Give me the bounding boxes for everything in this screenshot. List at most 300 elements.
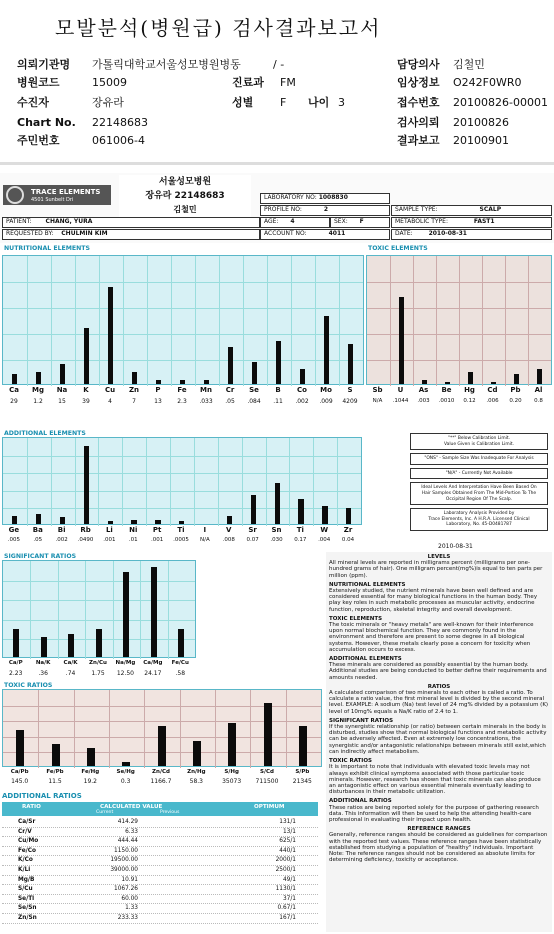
ratio-current: 1.33 xyxy=(125,905,138,912)
ratio-name: Ca/Sr xyxy=(18,819,36,825)
col-optimum: OPTIMUM xyxy=(254,804,285,810)
stamp-doctor: 김철민 xyxy=(173,205,197,214)
value-label: .05 xyxy=(33,537,43,543)
category-label: Fe xyxy=(177,386,187,394)
col-divider xyxy=(171,256,172,386)
table-row xyxy=(2,847,318,857)
ratios-header xyxy=(2,802,318,816)
bar-se-hg xyxy=(122,762,130,766)
ratio-name: Se/Tl xyxy=(18,895,35,902)
category-label: Cr xyxy=(225,386,235,394)
category-label: Ti xyxy=(296,526,304,534)
grid-line xyxy=(3,456,361,457)
category-label: Ca/K xyxy=(63,660,78,666)
bar-s-cd xyxy=(264,703,272,766)
col-ratio: RATIO xyxy=(22,804,41,810)
table-row xyxy=(2,904,318,914)
value-label: 1.75 xyxy=(91,670,105,677)
bar-na xyxy=(60,364,65,384)
category-label: U xyxy=(397,386,404,394)
category-label: Sr xyxy=(248,526,257,534)
requested-label: REQUESTED BY: xyxy=(6,230,54,237)
bar-u xyxy=(399,297,404,384)
category-label: Fe/Cu xyxy=(171,660,189,666)
col-divider xyxy=(98,438,99,526)
ratio-optimum: 2000/1 xyxy=(275,857,296,864)
request-value: 20100826 xyxy=(453,115,509,129)
legend-ideal xyxy=(410,482,548,505)
col-divider xyxy=(266,438,267,526)
category-label: Zn/Cu xyxy=(89,660,107,666)
category-label: Fe/Hg xyxy=(81,769,100,775)
legend-date: 2010-08-31 xyxy=(438,543,473,550)
ratio-optimum: 625/1 xyxy=(279,838,296,845)
legend-line-6: Hair Samples Obtained From The Mid-Portion To The xyxy=(421,490,537,496)
col-divider xyxy=(146,438,147,526)
chart-title: ADDITIONAL ELEMENTS xyxy=(4,430,86,437)
category-label: Ca/Pb xyxy=(10,769,29,775)
col-divider xyxy=(140,561,141,659)
explanation-column xyxy=(326,552,552,932)
value-label: .001 xyxy=(150,537,164,543)
col-divider xyxy=(215,690,216,768)
age-en-label: AGE: xyxy=(264,218,279,225)
section-body: The toxic minerals or "heavy metals" are well-known for their interference upon normal biochemical function. They are commonly found in the environment and therefore are present to some degree in all biological systems. However, these metals clearly pose a concern for toxicity when accumulation occurs to excess. xyxy=(329,622,534,653)
bar-mg xyxy=(36,372,41,384)
col-current: Current xyxy=(96,810,114,815)
section-heading: TOXIC ELEMENTS xyxy=(329,615,383,622)
category-label: Cd xyxy=(487,386,498,394)
bar-ca xyxy=(12,374,17,384)
value-label: .033 xyxy=(199,398,213,405)
report-label: 결과보고 xyxy=(397,134,440,147)
value-label: .1044 xyxy=(392,398,409,404)
doctor-label: 담당의사 xyxy=(397,58,440,71)
grid-line xyxy=(3,334,363,335)
col-divider xyxy=(170,438,171,526)
col-divider xyxy=(250,690,251,768)
nutritional-elements-chart xyxy=(2,245,364,410)
col-divider xyxy=(436,256,437,386)
bar-ge xyxy=(12,516,17,524)
col-calc: CALCULATED VALUE xyxy=(100,804,163,810)
bar-co xyxy=(300,369,305,384)
ratio-name: S/Cu xyxy=(18,886,33,893)
section-heading: ADDITIONAL RATIOS xyxy=(329,798,392,805)
category-label: Ca xyxy=(9,386,19,394)
value-label: 7 xyxy=(132,398,136,405)
col-divider xyxy=(85,561,86,659)
info-row-patient xyxy=(17,94,548,110)
value-label: .0010 xyxy=(438,398,455,404)
plot-area xyxy=(2,255,364,385)
category-label: Co xyxy=(297,386,307,394)
bar-ba xyxy=(36,514,41,524)
value-label: 2.23 xyxy=(9,670,23,677)
table-row xyxy=(2,818,318,828)
metabolic-value: FAST1 xyxy=(473,218,495,225)
col-divider xyxy=(51,256,52,386)
category-label: Zr xyxy=(343,526,353,534)
bar-k xyxy=(84,328,89,384)
value-label: .084 xyxy=(247,398,261,405)
value-label: 2.3 xyxy=(177,398,187,405)
col-divider xyxy=(27,256,28,386)
clinical-label: 임상정보 xyxy=(397,76,440,89)
value-label: 19.2 xyxy=(83,778,97,785)
legend-line-10: Laboratory, No. 45-D0481787 xyxy=(446,522,512,528)
category-label: Pt xyxy=(152,526,162,534)
value-label: .58 xyxy=(175,670,186,677)
category-label: K xyxy=(83,386,89,394)
value-label: 0.8 xyxy=(534,398,543,404)
category-label: Cu xyxy=(104,386,116,394)
value-label: .0490 xyxy=(77,537,94,543)
sex-en-value: F xyxy=(359,218,364,225)
ratio-name: Zn/Sn xyxy=(18,914,37,921)
value-label: 35073 xyxy=(222,778,242,785)
info-row-hospital xyxy=(17,56,485,72)
bar-bi xyxy=(60,517,65,524)
section-body: A calculated comparison of two minerals to each other is called a ratio. To calculate a ratio value, the first mineral level is divided by the second mineral level. EXAMPLE: A sodium (Na) test level of 24 mg% divided by a potassium (K) level of 10mg% equals a Na/K ratio of 2.4 to 1. xyxy=(329,690,549,715)
value-label: 21345 xyxy=(292,778,312,785)
field-patient xyxy=(2,217,260,228)
bar-na-mg xyxy=(123,572,129,657)
category-label: Ca/P xyxy=(8,660,23,666)
section-heading: NUTRITIONAL ELEMENTS xyxy=(329,581,406,588)
col-divider xyxy=(219,256,220,386)
col-divider xyxy=(313,438,314,526)
bar-fe-cu xyxy=(178,629,184,657)
bar-zn-cu xyxy=(96,629,102,657)
field-profile xyxy=(260,205,390,216)
value-label: 29 xyxy=(10,398,18,405)
section-body: Generally, reference ranges should be considered as guidelines for comparison with the reported test values. These reference ranges have been statistically established from studying a population of "healthy" individuals. Important Note: The reference ranges should not be considered as absolute limits for determining deficiency, toxicity or acceptance. xyxy=(329,832,548,864)
ratio-current: 10.91 xyxy=(121,876,138,883)
bar-zn xyxy=(132,372,137,384)
category-label: P xyxy=(155,386,161,394)
chart-title: TOXIC ELEMENTS xyxy=(368,245,428,252)
col-divider xyxy=(144,690,145,768)
patient-en-label: PATIENT: xyxy=(6,218,32,225)
ratio-name: K/Co xyxy=(18,857,33,864)
ratio-name: Fe/Co xyxy=(18,847,37,854)
lab-fields xyxy=(2,193,554,245)
value-label: N/A xyxy=(372,398,383,404)
divider xyxy=(0,162,554,165)
bar-zn-cd xyxy=(158,726,166,766)
ratio-optimum: 13/1 xyxy=(282,828,296,835)
ratio-name: Cr/V xyxy=(18,828,32,835)
grid-line xyxy=(3,706,321,707)
grid-line xyxy=(3,721,321,722)
bar-be xyxy=(445,382,450,384)
patient-value: 장유라 xyxy=(92,96,124,109)
lab-address: 4501 Sunbelt Dri xyxy=(31,197,74,203)
clinical-value: O242F0WR0 xyxy=(453,75,522,89)
value-label: 0.20 xyxy=(509,398,522,404)
category-label: Se/Hg xyxy=(116,769,135,775)
account-label: ACCOUNT NO: xyxy=(264,230,307,237)
patient-en-value: CHANG, YURA xyxy=(45,218,93,225)
significant-ratios-chart xyxy=(2,553,196,681)
category-label: W xyxy=(320,526,329,534)
toxic-ratios-chart xyxy=(2,682,322,790)
grid-line xyxy=(3,508,361,509)
grid-line xyxy=(3,473,361,474)
ratio-current: 414.29 xyxy=(117,819,138,825)
col-divider xyxy=(38,690,39,768)
bar-ni xyxy=(131,520,136,524)
bar-na-k xyxy=(41,637,47,657)
value-label: .11 xyxy=(273,398,283,405)
bar-sn xyxy=(275,483,280,524)
category-label: Sn xyxy=(271,526,282,534)
field-lab-no xyxy=(260,193,390,204)
value-label: .004 xyxy=(318,537,331,543)
sex-label: 성별 xyxy=(232,96,254,109)
value-label: .030 xyxy=(270,537,283,543)
profile-label: PROFILE NO: xyxy=(264,206,302,213)
category-label: Zn xyxy=(128,386,140,394)
profile-value: 2 xyxy=(323,206,329,213)
col-divider xyxy=(242,438,243,526)
category-label: B xyxy=(275,386,281,394)
value-label: .002 xyxy=(55,537,68,543)
bar-mo xyxy=(324,316,329,384)
ratio-current: 444.44 xyxy=(117,838,138,845)
value-label: 0.12 xyxy=(463,398,476,404)
category-label: S/Hg xyxy=(224,769,239,775)
additional-ratios-table xyxy=(2,792,318,932)
category-label: S/Pb xyxy=(295,769,310,775)
col-divider xyxy=(75,256,76,386)
value-label: 39 xyxy=(82,398,90,405)
date-value: 2010-08-31 xyxy=(428,230,467,237)
value-label: .003 xyxy=(417,398,430,404)
ratios-rows xyxy=(2,818,318,924)
bar-s-hg xyxy=(228,723,236,766)
sample-value: SCALP xyxy=(479,206,502,213)
bar-cr xyxy=(228,347,233,384)
plot-area xyxy=(2,437,362,525)
bar-v xyxy=(227,516,232,524)
category-label: Se xyxy=(249,386,259,394)
section-body: If the synergistic relationship (or ratio) between certain minerals in the body is disturbed, studies show that normal biological functions and metabolic activity can be adversely affected. Even at extremely low concentrations, the synergistic and/or antagonistic relationships between minerals still exist,which can indirectly affect metabolism. xyxy=(329,724,547,755)
field-requested xyxy=(2,229,260,240)
rrn-label: 주민번호 xyxy=(17,134,60,147)
ratio-optimum: 131/1 xyxy=(279,819,296,825)
category-label: Rb xyxy=(80,526,91,534)
category-label: Zn/Cd xyxy=(152,769,170,775)
value-label: 15 xyxy=(58,398,66,405)
chart-title: SIGNIFICANT RATIOS xyxy=(4,553,77,560)
legend-lab xyxy=(410,508,548,531)
value-label: .009 xyxy=(319,398,333,405)
ratio-optimum: 2500/1 xyxy=(275,866,296,873)
ratio-current: 6.33 xyxy=(125,828,138,835)
category-label: Mn xyxy=(200,386,212,394)
col-divider xyxy=(168,561,169,659)
chart-title: NUTRITIONAL ELEMENTS xyxy=(4,245,90,252)
grid-line xyxy=(3,491,361,492)
table-row xyxy=(2,856,318,866)
category-label: Ge xyxy=(8,526,20,534)
category-label: As xyxy=(418,386,429,394)
additional-elements-chart xyxy=(2,430,362,552)
sex-en-label: SEX: xyxy=(334,218,348,225)
col-divider xyxy=(122,438,123,526)
stamp-hospital: 서울성모병원 xyxy=(158,177,212,187)
section-heading: ADDITIONAL ELEMENTS xyxy=(329,656,402,663)
field-age xyxy=(260,217,330,228)
category-label: Na xyxy=(56,386,68,394)
code-value: 15009 xyxy=(92,75,127,89)
bar-fe-hg xyxy=(87,748,95,766)
ratio-name: Se/Sn xyxy=(18,905,37,912)
category-label: Na/Mg xyxy=(115,660,136,666)
patient-label: 수진자 xyxy=(17,96,49,109)
bar-rb xyxy=(84,446,89,524)
value-label: 4209 xyxy=(342,398,358,405)
ratio-optimum: 167/1 xyxy=(279,914,296,921)
legend-calibration xyxy=(410,433,548,450)
col-divider xyxy=(147,256,148,386)
col-divider xyxy=(505,256,506,386)
ratio-optimum: 37/1 xyxy=(282,895,296,902)
receipt-value: 20100826-00001 xyxy=(453,95,548,109)
value-label: .74 xyxy=(65,670,76,677)
value-label: 1.2 xyxy=(33,398,43,405)
table-row xyxy=(2,828,318,838)
ratio-optimum: 440/1 xyxy=(279,847,296,854)
bar-pt xyxy=(155,520,160,524)
value-label: N/A xyxy=(199,537,210,543)
grid-line xyxy=(3,308,363,309)
chart-label: Chart No. xyxy=(17,115,76,129)
category-label: Ba xyxy=(32,526,43,534)
receipt-label: 접수번호 xyxy=(397,96,440,109)
value-label: .005 xyxy=(7,537,21,543)
col-divider xyxy=(291,256,292,386)
report-value: 20100901 xyxy=(453,133,509,147)
section-body: These ratios are being reported solely for the purpose of gathering research data. This information will then be used to help the attending health-care professional in evaluating their impact upon health. xyxy=(329,804,539,823)
toxic-elements-chart xyxy=(366,245,552,410)
value-label: 11.5 xyxy=(48,778,62,785)
category-label: Ni xyxy=(129,526,138,534)
requested-value: CHULMIN KIM xyxy=(61,230,108,237)
ratio-current: 60.00 xyxy=(121,895,138,902)
bar-ti xyxy=(298,499,303,524)
col-divider xyxy=(195,256,196,386)
bar-ca-k xyxy=(68,634,74,657)
info-row-rrn xyxy=(17,132,509,148)
category-label: Hg xyxy=(464,386,475,394)
category-label: Mo xyxy=(320,386,332,394)
section-body: It is important to note that individuals with elevated toxic levels may not always exhibit clinical symptoms associated with those particular toxic minerals. However, research has shown that toxic minerals can also produce an antagonistic effect on various essential minerals eventually leading to disturbances in their metabolic utilization. xyxy=(329,764,541,796)
col-divider xyxy=(243,256,244,386)
col-divider xyxy=(337,438,338,526)
category-label: Mg xyxy=(32,386,44,394)
col-divider xyxy=(286,690,287,768)
bar-b xyxy=(276,341,281,384)
col-divider xyxy=(528,256,529,386)
ratio-optimum: 0.67/1 xyxy=(277,905,296,912)
grid-line xyxy=(3,282,363,283)
bar-cd xyxy=(491,382,496,384)
bar-w xyxy=(322,506,327,524)
section-body: All mineral levels are reported in milligrams percent (milligrams per one-hundred grams of hair). One milligram percent(mg%)is equal to ten parts per million (ppm). xyxy=(329,560,543,579)
value-label: .008 xyxy=(222,537,235,543)
info-row-chart xyxy=(17,114,509,130)
table-row xyxy=(2,866,318,876)
category-label: Bi xyxy=(57,526,66,534)
value-label: .0005 xyxy=(173,537,189,543)
metabolic-label: METABOLIC TYPE: xyxy=(395,218,448,225)
lab-logo-text: TRACE ELEMENTS xyxy=(31,188,101,196)
date-label: DATE: xyxy=(395,230,413,237)
bar-ca-mg xyxy=(151,567,157,657)
value-label: .01 xyxy=(128,537,138,543)
col-divider xyxy=(75,438,76,526)
rrn-value: 061006-4 xyxy=(92,133,145,147)
col-divider xyxy=(218,438,219,526)
bar-as xyxy=(422,380,427,384)
value-label: 12.50 xyxy=(116,670,134,677)
legend-line-2: Value Given is Calibration Limit. xyxy=(443,441,515,447)
bar-al xyxy=(537,369,542,384)
table-row xyxy=(2,914,318,924)
value-label: .002 xyxy=(295,398,309,405)
category-label: Zn/Hg xyxy=(187,769,206,775)
code-label: 병원코드 xyxy=(17,76,60,89)
grid-line xyxy=(3,620,195,621)
legend-na: "N/A" - Currently Not Available xyxy=(410,468,548,480)
plot-area xyxy=(2,560,196,658)
age-en-value: 4 xyxy=(290,218,295,225)
category-label: Sb xyxy=(372,386,383,394)
plot-area xyxy=(2,689,322,767)
col-divider xyxy=(459,256,460,386)
col-divider xyxy=(315,256,316,386)
plot-area xyxy=(366,255,552,385)
sample-label: SAMPLE TYPE: xyxy=(395,206,438,213)
value-label: .006 xyxy=(486,398,499,404)
field-sex xyxy=(330,217,390,228)
ratio-name: Mg/B xyxy=(18,876,35,883)
section-body: These minerals are considered as possibly essential by the human body. Additional studies are being conducted to better define their requirements and amounts needed. xyxy=(329,662,547,681)
hospital-label: 의뢰기관명 xyxy=(17,58,71,71)
ratio-name: K/Li xyxy=(18,866,31,873)
category-label: Al xyxy=(534,386,543,394)
ratio-optimum: 1130/1 xyxy=(275,886,296,893)
value-label: .05 xyxy=(225,398,235,405)
bar-hg xyxy=(468,372,473,384)
category-label: S xyxy=(347,386,353,394)
grid-line xyxy=(3,581,195,582)
value-label: 1166.7 xyxy=(150,778,172,785)
value-label: 0.3 xyxy=(120,778,131,785)
bar-fe-pb xyxy=(52,744,60,766)
section-heading: SIGNIFICANT RATIOS xyxy=(329,717,394,724)
grid-line xyxy=(3,600,195,601)
value-label: 0.07 xyxy=(246,537,259,543)
legend-box xyxy=(410,433,548,545)
col-divider xyxy=(390,256,391,386)
col-divider xyxy=(51,438,52,526)
col-divider xyxy=(267,256,268,386)
ratio-current: 1150.00 xyxy=(114,847,138,854)
